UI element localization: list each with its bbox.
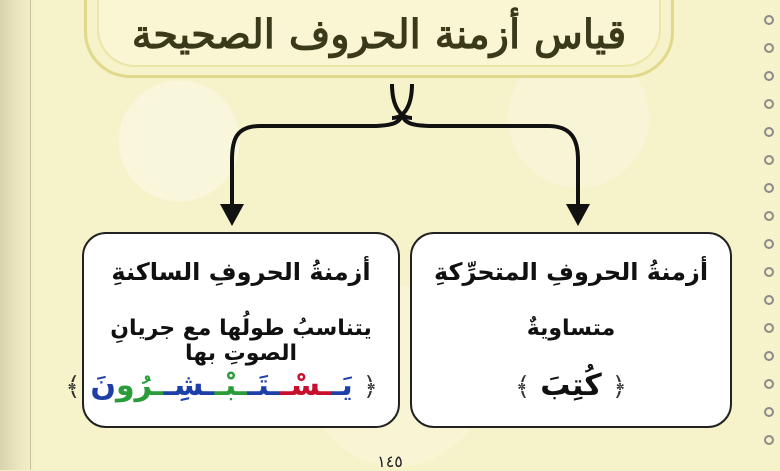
- right-arrowhead-icon: [566, 204, 590, 226]
- page-title: قياس أزمنة الحروف الصحيحة: [131, 11, 627, 58]
- ornate-bracket-open-icon: ﴿: [362, 372, 378, 402]
- static-letters-example: [65, 368, 388, 403]
- ornate-bracket-close-icon: ﴾: [65, 372, 81, 402]
- example-word: كُتِبَ: [540, 368, 602, 403]
- right-branch-line: [402, 112, 578, 206]
- example-part: ـشِـ: [163, 368, 215, 403]
- moving-letters-box: [410, 232, 732, 428]
- moving-letters-example: [422, 368, 720, 403]
- example-part: نَ: [90, 368, 117, 403]
- ornate-bracket-close-icon: ﴾: [515, 372, 531, 402]
- ornate-bracket-open-icon: ﴿: [611, 372, 627, 402]
- example-part: ـبْـ: [214, 368, 248, 403]
- moving-letters-rule: متساويةٌ: [526, 316, 616, 341]
- example-part: يَـ: [331, 368, 353, 403]
- static-letters-title: أزمنةُ الحروفِ الساكنةِ: [111, 258, 371, 286]
- static-letters-rule: يتناسبُ طولُها مع جريانِ الصوتِ بها: [110, 316, 372, 366]
- example-part: ـرُو: [116, 368, 164, 403]
- page-number: ١٤٥: [377, 452, 403, 471]
- left-arrowhead-icon: [220, 204, 244, 226]
- left-branch-line: [232, 112, 402, 206]
- example-part: ـتَـ: [247, 368, 281, 403]
- moving-letters-title: أزمنةُ الحروفِ المتحرِّكةِ: [433, 258, 709, 286]
- example-part: ـسْـ: [280, 368, 332, 403]
- static-letters-box: [65, 232, 400, 428]
